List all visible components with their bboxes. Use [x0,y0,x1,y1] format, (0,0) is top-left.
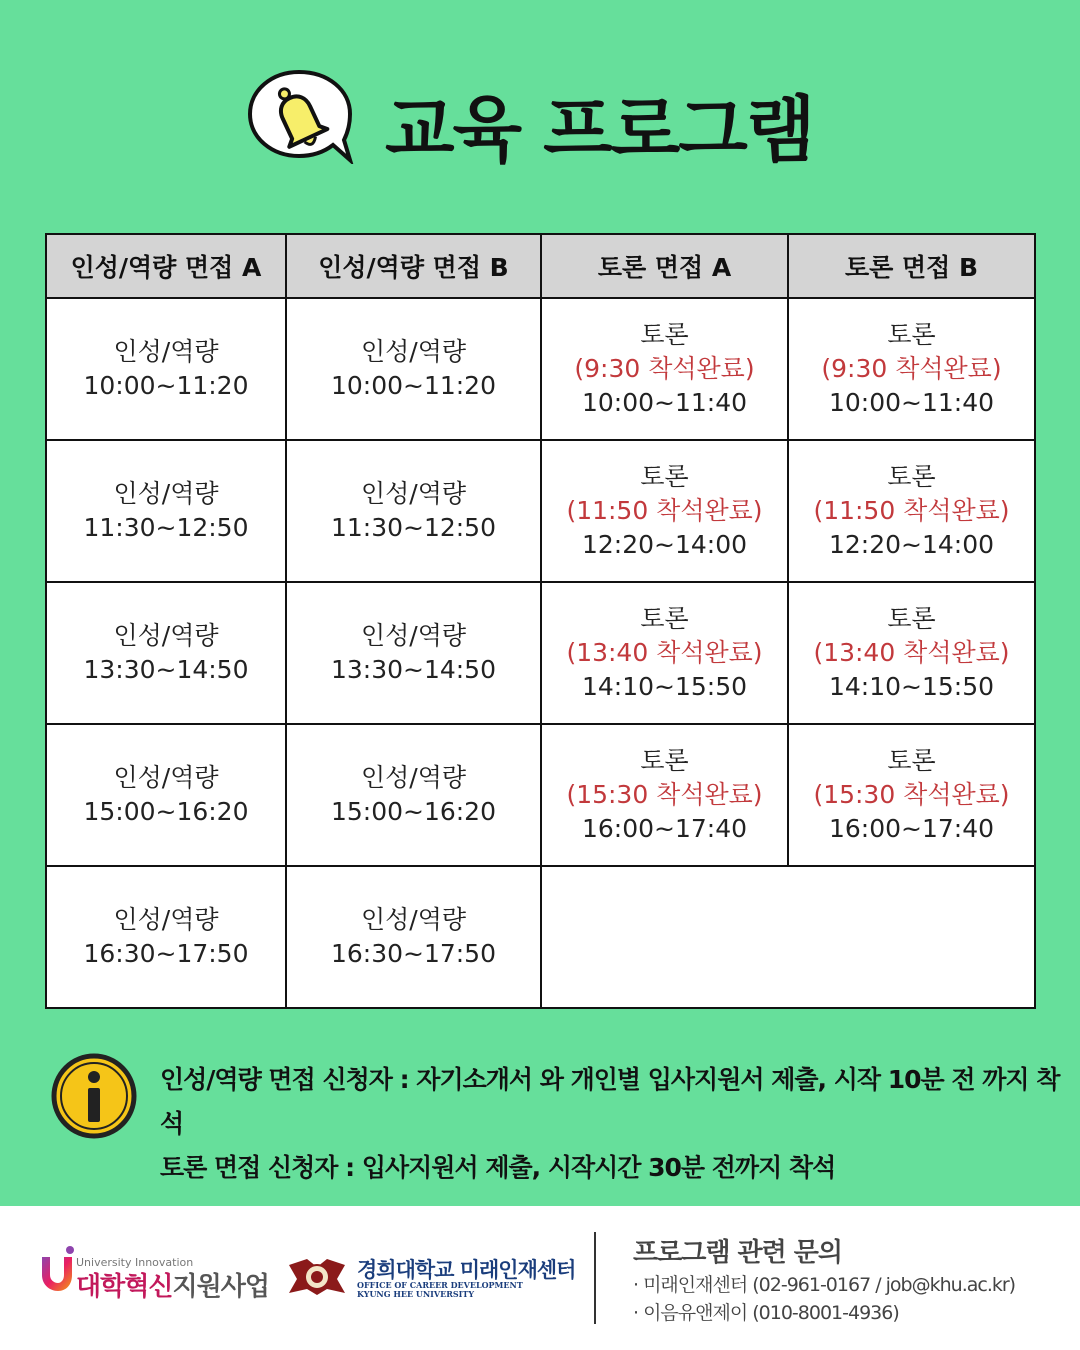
table-cell: 토론 (11:50 착석완료) 12:20~14:00 [788,440,1035,582]
table-cell: 인성/역량 15:00~16:20 [46,724,286,866]
table-row [46,866,1035,1008]
info-icon [50,1052,138,1140]
career-center-name: 경희대학교 미래인재센터 [357,1258,576,1282]
table-header-row [46,234,1035,298]
university-innovation-logo-icon [36,1245,76,1293]
column-header: 토론 면접 A [541,234,788,298]
schedule-table [45,233,1036,1009]
logo-subtitle: University Innovation [76,1256,194,1269]
table-cell: 토론 (9:30 착석완료) 10:00~11:40 [541,298,788,440]
inquiry-title: 프로그램 관련 문의 [633,1238,843,1268]
note-line: 토론 면접 신청자 : 입사지원서 제출, 시작시간 30분 전까지 착석 [160,1153,836,1182]
empty-cell [541,866,1035,1008]
table-cell: 인성/역량 11:30~12:50 [46,440,286,582]
table-cell: 인성/역량 16:30~17:50 [46,866,286,1008]
table-row [46,298,1035,440]
column-header: 인성/역량 면접 B [286,234,541,298]
bell-icon [244,68,354,164]
table-cell: 인성/역량 15:00~16:20 [286,724,541,866]
table-row [46,440,1035,582]
page-title: 교육 프로그램 [385,88,814,172]
table-cell: 토론 (15:30 착석완료) 16:00~17:40 [788,724,1035,866]
table-cell: 인성/역량 13:30~14:50 [286,582,541,724]
table-row [46,582,1035,724]
table-cell: 인성/역량 13:30~14:50 [46,582,286,724]
table-cell: 토론 (11:50 착석완료) 12:20~14:00 [541,440,788,582]
university-english: KYUNG HEE UNIVERSITY [357,1289,475,1299]
table-cell: 토론 (13:40 착석완료) 14:10~15:50 [541,582,788,724]
inquiry-line: · 미래인재센터 (02-961-0167 / job@khu.ac.kr) [633,1274,1016,1296]
career-center-english: OFFICE OF CAREER DEVELOPMENT [357,1280,523,1290]
table-cell: 토론 (9:30 착석완료) 10:00~11:40 [788,298,1035,440]
table-cell: 토론 (15:30 착석완료) 16:00~17:40 [541,724,788,866]
table-cell: 인성/역량 10:00~11:20 [46,298,286,440]
table-cell: 인성/역량 16:30~17:50 [286,866,541,1008]
note-line: 인성/역량 면접 신청자 : 자기소개서 와 개인별 입사지원서 제출, 시작 10분 전 까지 착석 [160,1065,1060,1138]
column-header: 인성/역량 면접 A [46,234,286,298]
table-cell: 인성/역량 10:00~11:20 [286,298,541,440]
inquiry-line: · 이음유앤제이 (010-8001-4936) [633,1302,899,1324]
table-cell: 인성/역량 11:30~12:50 [286,440,541,582]
notes [160,1058,1080,1190]
table-cell: 토론 (13:40 착석완료) 14:10~15:50 [788,582,1035,724]
footer-divider [594,1232,596,1324]
logo-text: 대학혁신지원사업 [76,1272,269,1302]
khu-seal-icon [287,1255,347,1297]
table-row [46,724,1035,866]
column-header: 토론 면접 B [788,234,1035,298]
